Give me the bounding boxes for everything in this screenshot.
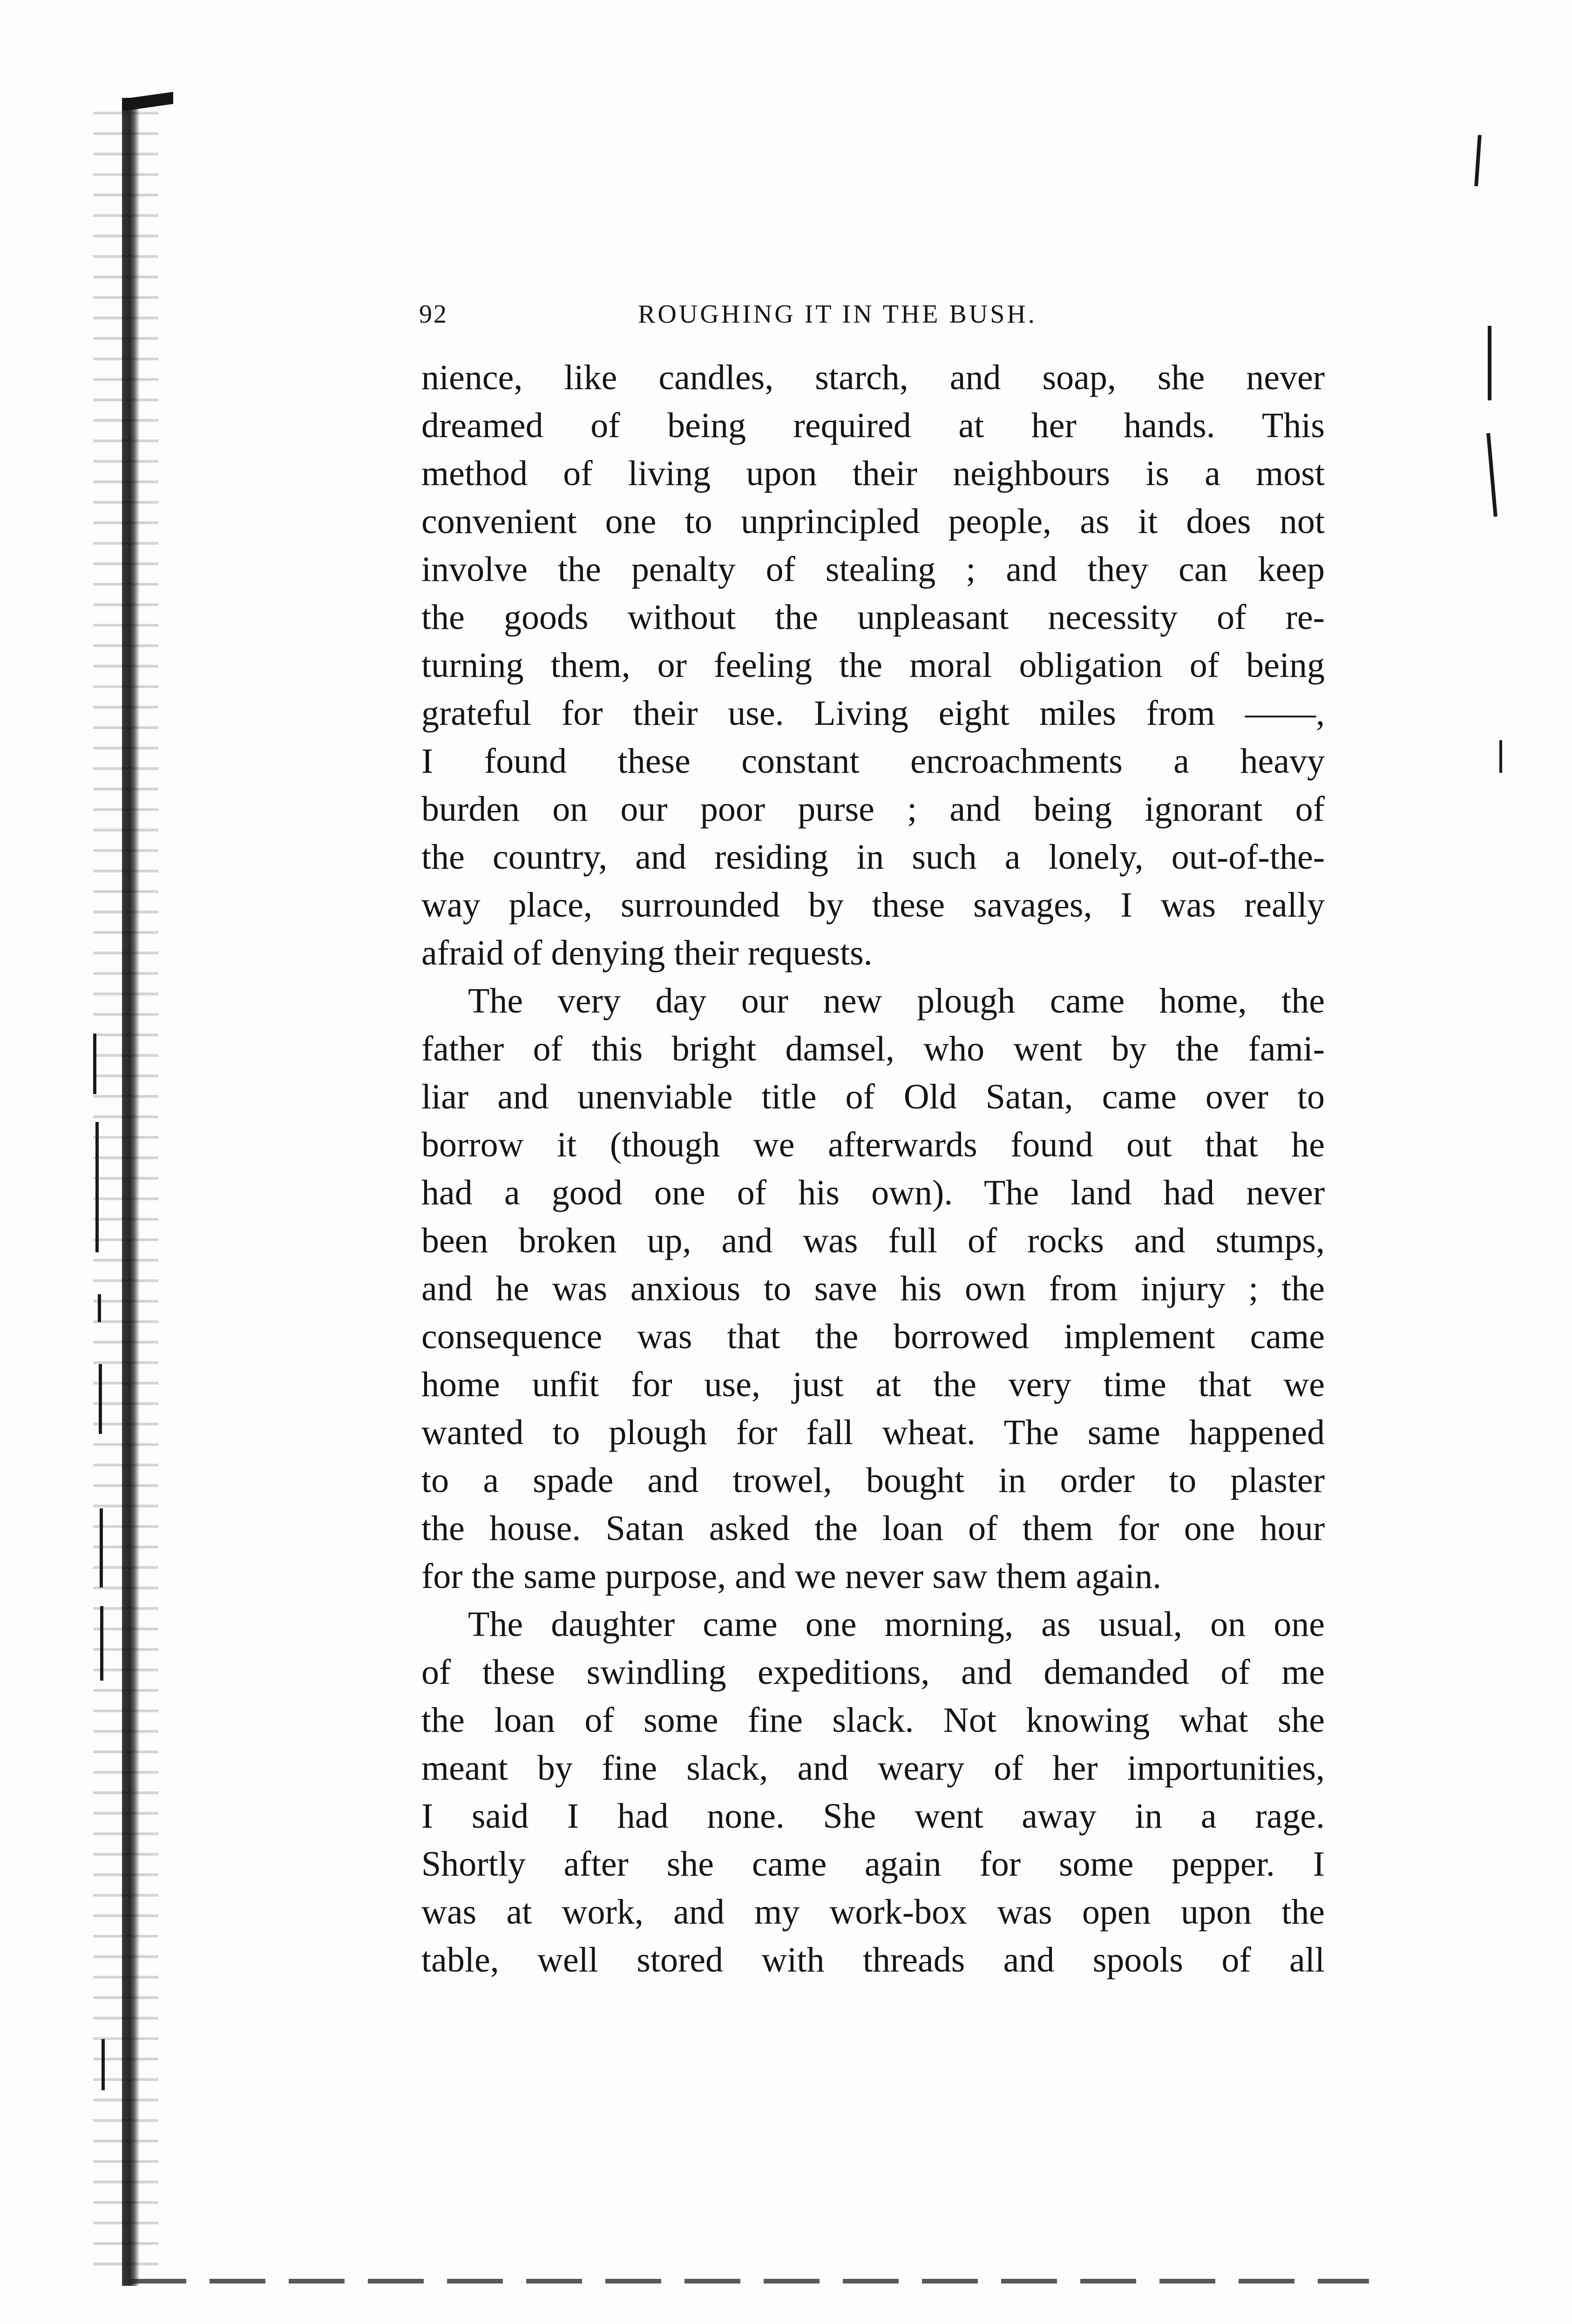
- text-line: the goods without the unpleasant necessity of re-: [421, 598, 1325, 637]
- text-line: burden on our poor purse ; and being ignorant of: [421, 790, 1325, 829]
- text-line: wanted to plough for fall wheat. The same happened: [421, 1413, 1325, 1452]
- text-line: I said I had none. She went away in a rage.: [421, 1797, 1325, 1836]
- scan-mark: [1488, 326, 1491, 400]
- text-line: liar and unenviable title of Old Satan, came over to: [421, 1077, 1325, 1116]
- text-line: of these swindling expeditions, and demanded of me: [421, 1653, 1325, 1692]
- text-line: and he was anxious to save his own from injury ; the: [421, 1269, 1325, 1308]
- text-line: involve the penalty of stealing ; and they can keep: [421, 550, 1325, 589]
- text-line: had a good one of his own). The land had never: [421, 1173, 1325, 1212]
- scan-mark: [95, 1122, 99, 1252]
- text-line: way place, surrounded by these savages, I was really: [421, 885, 1325, 925]
- text-line: dreamed of being required at her hands. This: [421, 406, 1325, 445]
- text-line: grateful for their use. Living eight miles from ——,: [421, 694, 1325, 733]
- text-line: The daughter came one morning, as usual, on one: [468, 1605, 1325, 1644]
- text-line: borrow it (though we afterwards found out that he: [421, 1125, 1325, 1164]
- bottom-scan-edge: [130, 2279, 1369, 2283]
- page-corner-mark: [122, 92, 173, 111]
- text-line: The very day our new plough came home, the: [468, 981, 1325, 1020]
- body-text: [421, 354, 1325, 1984]
- text-line: table, well stored with threads and spools of all: [421, 1940, 1325, 1979]
- text-line: been broken up, and was full of rocks and stumps,: [421, 1221, 1325, 1260]
- scan-mark: [98, 1294, 101, 1322]
- text-line: meant by fine slack, and weary of her importunities,: [421, 1749, 1325, 1788]
- text-line: the country, and residing in such a lonely, out-of-the-: [421, 838, 1325, 877]
- text-line: the loan of some fine slack. Not knowing what she: [421, 1701, 1325, 1740]
- scan-mark: [1486, 433, 1497, 517]
- text-line: afraid of denying their requests.: [421, 933, 873, 973]
- scan-mark: [93, 1034, 96, 1094]
- page-header: [419, 293, 1327, 335]
- scan-mark: [100, 1606, 103, 1681]
- scan-mark: [102, 2039, 105, 2090]
- binding-speckle: [93, 112, 158, 2277]
- text-line: the house. Satan asked the loan of them for one hour: [421, 1509, 1325, 1548]
- text-line: I found these constant encroachments a heavy: [421, 742, 1325, 781]
- scan-mark: [100, 1508, 103, 1588]
- text-line: for the same purpose, and we never saw them again.: [421, 1557, 1162, 1596]
- text-line: consequence was that the borrowed implement came: [421, 1317, 1325, 1356]
- scan-mark: [1499, 740, 1502, 773]
- text-line: home unfit for use, just at the very time that we: [421, 1365, 1325, 1404]
- text-line: father of this bright damsel, who went by the fami-: [421, 1029, 1325, 1068]
- text-line: Shortly after she came again for some pepper. I: [421, 1844, 1325, 1884]
- text-line: method of living upon their neighbours is a most: [421, 454, 1325, 493]
- page-number: 92: [419, 300, 448, 329]
- text-line: turning them, or feeling the moral obligation of being: [421, 646, 1325, 685]
- scan-mark: [1474, 135, 1482, 186]
- running-head: ROUGHING IT IN THE BUSH.: [638, 300, 1037, 329]
- text-line: nience, like candles, starch, and soap, she never: [421, 358, 1325, 397]
- text-line: convenient one to unprincipled people, as it does not: [421, 502, 1325, 541]
- scan-mark: [99, 1364, 102, 1434]
- text-line: to a spade and trowel, bought in order to plaster: [421, 1461, 1325, 1500]
- text-line: was at work, and my work-box was open upon the: [421, 1892, 1325, 1932]
